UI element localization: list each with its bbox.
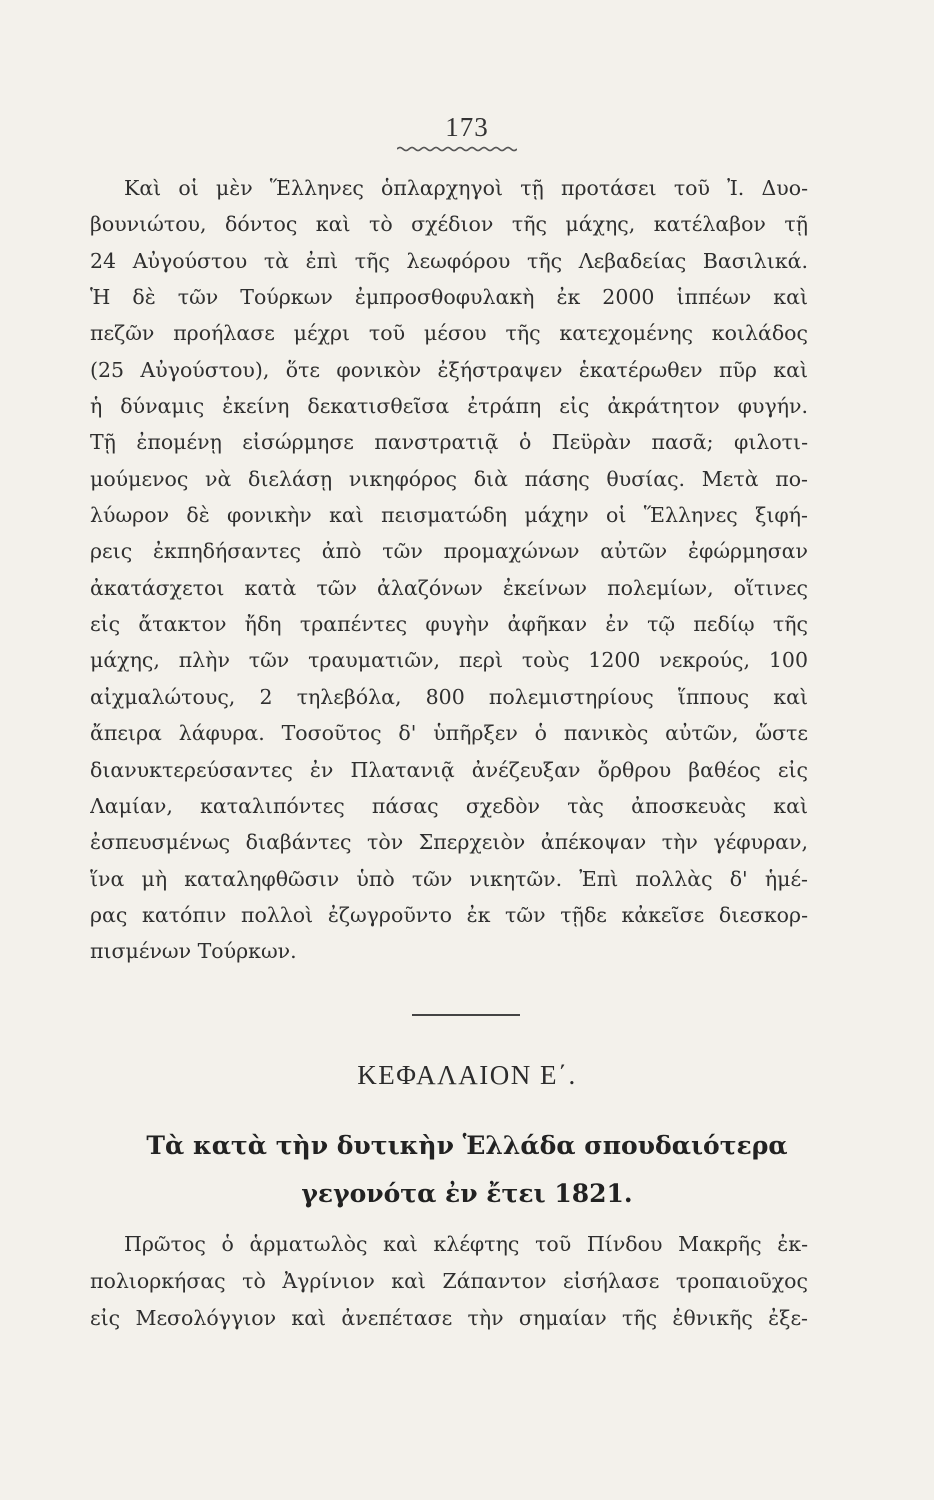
chapter-subtitle — [0, 1122, 934, 1218]
text-line: λύωρον δὲ φονικὴν καὶ πεισματώδη μάχην οἱ Ἕλληνες ξιφή- — [90, 503, 808, 528]
text-line: (25 Αὐγούστου), ὅτε φονικὸν ἐξήστραψεν ἑκατέρωθεν πῦρ καὶ — [90, 357, 808, 382]
chapter-paragraph — [90, 1226, 808, 1337]
text-line: ἄπειρα λάφυρα. Τοσοῦτος δ' ὑπῆρξεν ὁ πανικὸς αὐτῶν, ὥστε — [90, 721, 808, 746]
page-number: 173 — [445, 112, 489, 142]
text-line: ἵνα μὴ καταληφθῶσιν ὑπὸ τῶν νικητῶν. Ἐπὶ πολλὰς δ' ἡμέ- — [90, 866, 808, 891]
text-line: εἰς Μεσολόγγιον καὶ ἀνεπέτασε τὴν σημαίαν τῆς ἐθνικῆς ἐξε- — [90, 1306, 808, 1330]
section-divider — [412, 1014, 520, 1016]
text-line: Καὶ οἱ μὲν Ἕλληνες ὁπλαρχηγοὶ τῇ προτάσει τοῦ Ἰ. Δυο- — [124, 176, 808, 200]
chapter-title: ΚΕΦΑΛΑΙΟΝ Ε΄. — [357, 1060, 577, 1090]
text-line: Πρῶτος ὁ ἁρματωλὸς καὶ κλέφτης τοῦ Πίνδου Μακρῆς ἐκ- — [124, 1232, 808, 1256]
text-line: μάχης, πλὴν τῶν τραυματιῶν, περὶ τοὺς 1200 νεκρούς, 100 — [90, 648, 808, 673]
text-line: πεζῶν προήλασε μέχρι τοῦ μέσου τῆς κατεχομένης κοιλάδος — [90, 321, 808, 346]
subtitle-line: Τὰ κατὰ τὴν δυτικὴν Ἑλλάδα σπουδαιότερα — [146, 1131, 788, 1160]
text-line: διανυκτερεύσαντες ἐν Πλατανιᾷ ἀνέζευξαν ὄρθρου βαθέος εἰς — [90, 757, 808, 782]
text-line: μούμενος νὰ διελάσῃ νικηφόρος διὰ πάσης θυσίας. Μετὰ πο- — [90, 466, 808, 491]
text-line: ἐσπευσμένως διαβάντες τὸν Σπερχειὸν ἀπέκοψαν τὴν γέφυραν, — [90, 830, 808, 855]
header-ornament — [397, 146, 517, 152]
text-line: πισμένων Τούρκων. — [90, 939, 297, 964]
text-line: Λαμίαν, καταλιπόντες πάσας σχεδὸν τὰς ἀποσκευὰς καὶ — [90, 793, 808, 818]
text-line: Τῇ ἐπομένῃ εἰσώρμησε πανστρατιᾷ ὁ Πεϋρὰν πασᾶ; φιλοτι- — [90, 430, 808, 455]
text-line: ἀκατάσχετοι κατὰ τῶν ἀλαζόνων ἐκείνων πολεμίων, οἵτινες — [90, 575, 808, 600]
text-line: ρεις ἐκπηδήσαντες ἀπὸ τῶν προμαχώνων αὐτῶν ἐφώρμησαν — [90, 539, 808, 564]
text-line: αἰχμαλώτους, 2 τηλεβόλα, 800 πολεμιστηρίους ἵππους καὶ — [90, 684, 808, 709]
text-line: πολιορκήσας τὸ Ἀγρίνιον καὶ Ζάπαντον εἰσήλασε τροπαιοῦχος — [90, 1269, 808, 1293]
text-line: εἰς ἄτακτον ἤδη τραπέντες φυγὴν ἀφῆκαν ἐν τῷ πεδίῳ τῆς — [90, 612, 808, 637]
text-line: ἡ δύναμις ἐκείνη δεκατισθεῖσα ἐτράπη εἰς ἀκράτητον φυγήν. — [90, 394, 808, 419]
text-line: ρας κατόπιν πολλοὶ ἐζωγροῦντο ἐκ τῶν τῇδε κἀκεῖσε διεσκορ- — [90, 902, 808, 927]
text-line: Ἡ δὲ τῶν Τούρκων ἐμπροσθοφυλακὴ ἐκ 2000 ἱππέων καὶ — [90, 285, 808, 310]
body-paragraph — [90, 170, 808, 970]
text-line: 24 Αὐγούστου τὰ ἐπὶ τῆς λεωφόρου τῆς Λεβαδείας Βασιλικά. — [90, 248, 808, 273]
text-line: βουνιώτου, δόντος καὶ τὸ σχέδιον τῆς μάχης, κατέλαβον τῇ — [90, 212, 808, 237]
subtitle-line: γεγονότα ἐν ἔτει 1821. — [301, 1179, 633, 1208]
